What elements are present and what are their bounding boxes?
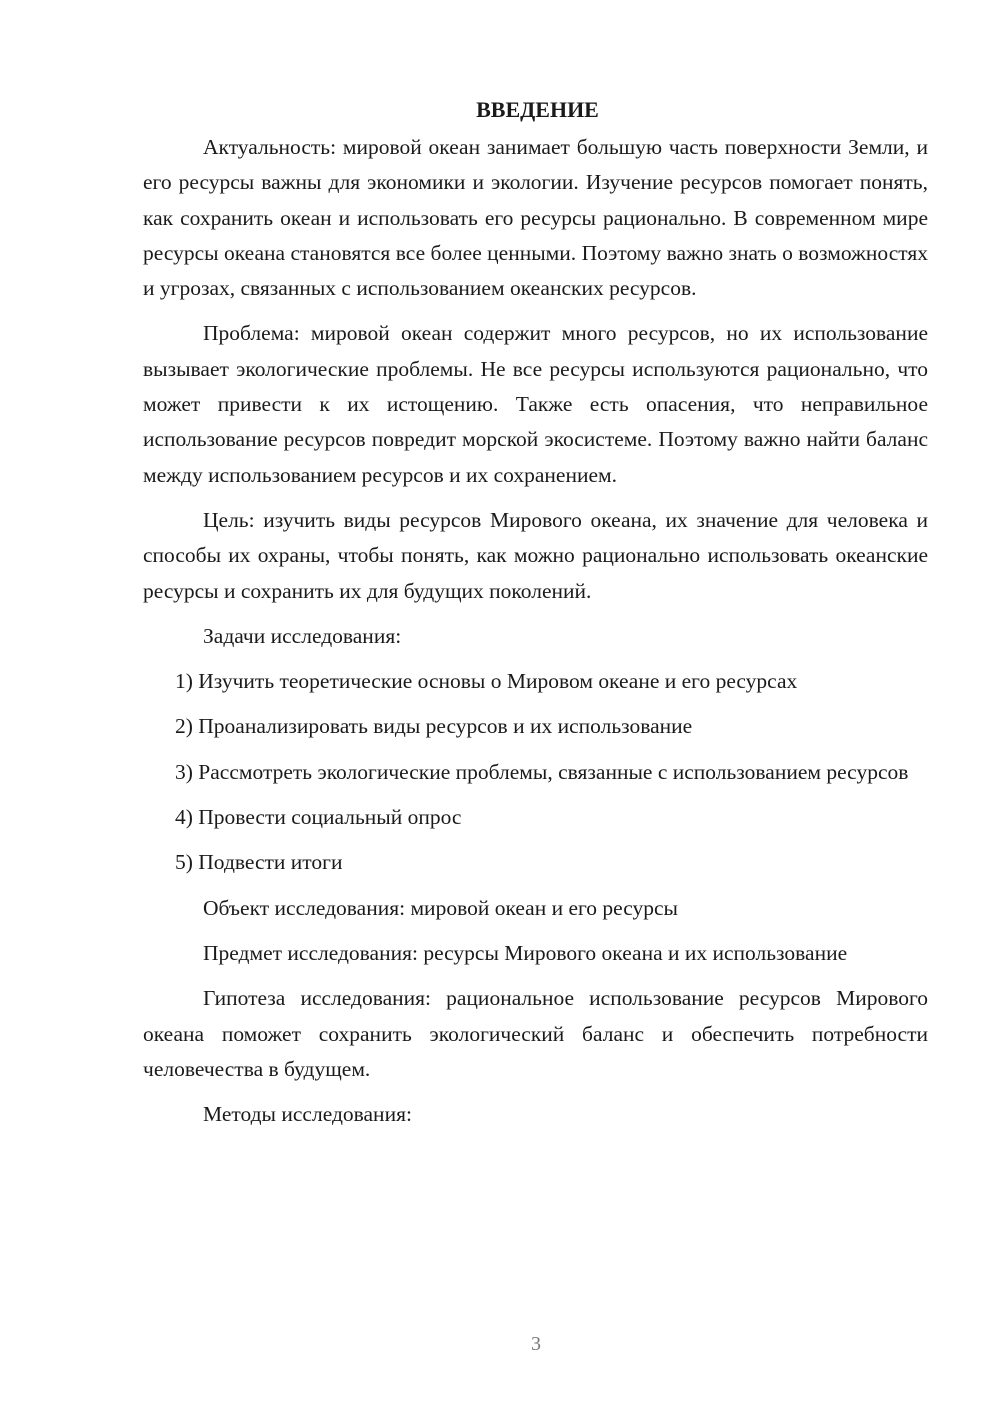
tasks-list bbox=[143, 664, 928, 880]
page-number: 3 bbox=[531, 1333, 541, 1355]
hypothesis-paragraph: Гипотеза исследования: рациональное использование ресурсов Мирового океана поможет сохранить экологический баланс и обеспечить потребности человечества в будущем. bbox=[143, 986, 928, 1081]
list-item: 3) Рассмотреть экологические проблемы, связанные с использованием ресурсов bbox=[175, 759, 909, 784]
document-title: ВВЕДЕНИЕ bbox=[476, 97, 599, 122]
list-item: 1) Изучить теоретические основы о Мировом океане и его ресурсах bbox=[175, 669, 798, 694]
problem-paragraph: Проблема: мировой океан содержит много ресурсов, но их использование вызывает экологические проблемы. Не все ресурсы используются рационально, что может привести к их истощению. Также есть опасения, что неправильное использование ресурсов повредит морской экосистеме. Поэтому важно найти баланс между использованием ресурсов и их сохранением. bbox=[143, 321, 928, 487]
methods-heading: Методы исследования: bbox=[203, 1102, 412, 1127]
relevance-paragraph: Актуальность: мировой океан занимает большую часть поверхности Земли, и его ресурсы важны для экономики и экологии. Изучение ресурсов помогает понять, как сохранить океан и использовать его ресурсы рационально. В современном мире ресурсы океана становятся все более ценными. Поэтому важно знать о возможностях и угрозах, связанных с использованием океанских ресурсов. bbox=[143, 135, 928, 301]
list-item: 5) Подвести итоги bbox=[175, 850, 343, 875]
document-page bbox=[143, 92, 928, 1142]
list-item: 4) Провести социальный опрос bbox=[175, 805, 462, 830]
tasks-heading: Задачи исследования: bbox=[203, 623, 402, 648]
object-paragraph: Объект исследования: мировой океан и его ресурсы bbox=[203, 895, 678, 920]
goal-paragraph: Цель: изучить виды ресурсов Мирового океана, их значение для человека и способы их охраны, чтобы понять, как можно рационально использовать океанские ресурсы и сохранить их для будущих поколений. bbox=[143, 507, 928, 603]
subject-paragraph: Предмет исследования: ресурсы Мирового океана и их использование bbox=[203, 940, 848, 965]
list-item: 2) Проанализировать виды ресурсов и их использование bbox=[175, 714, 693, 739]
